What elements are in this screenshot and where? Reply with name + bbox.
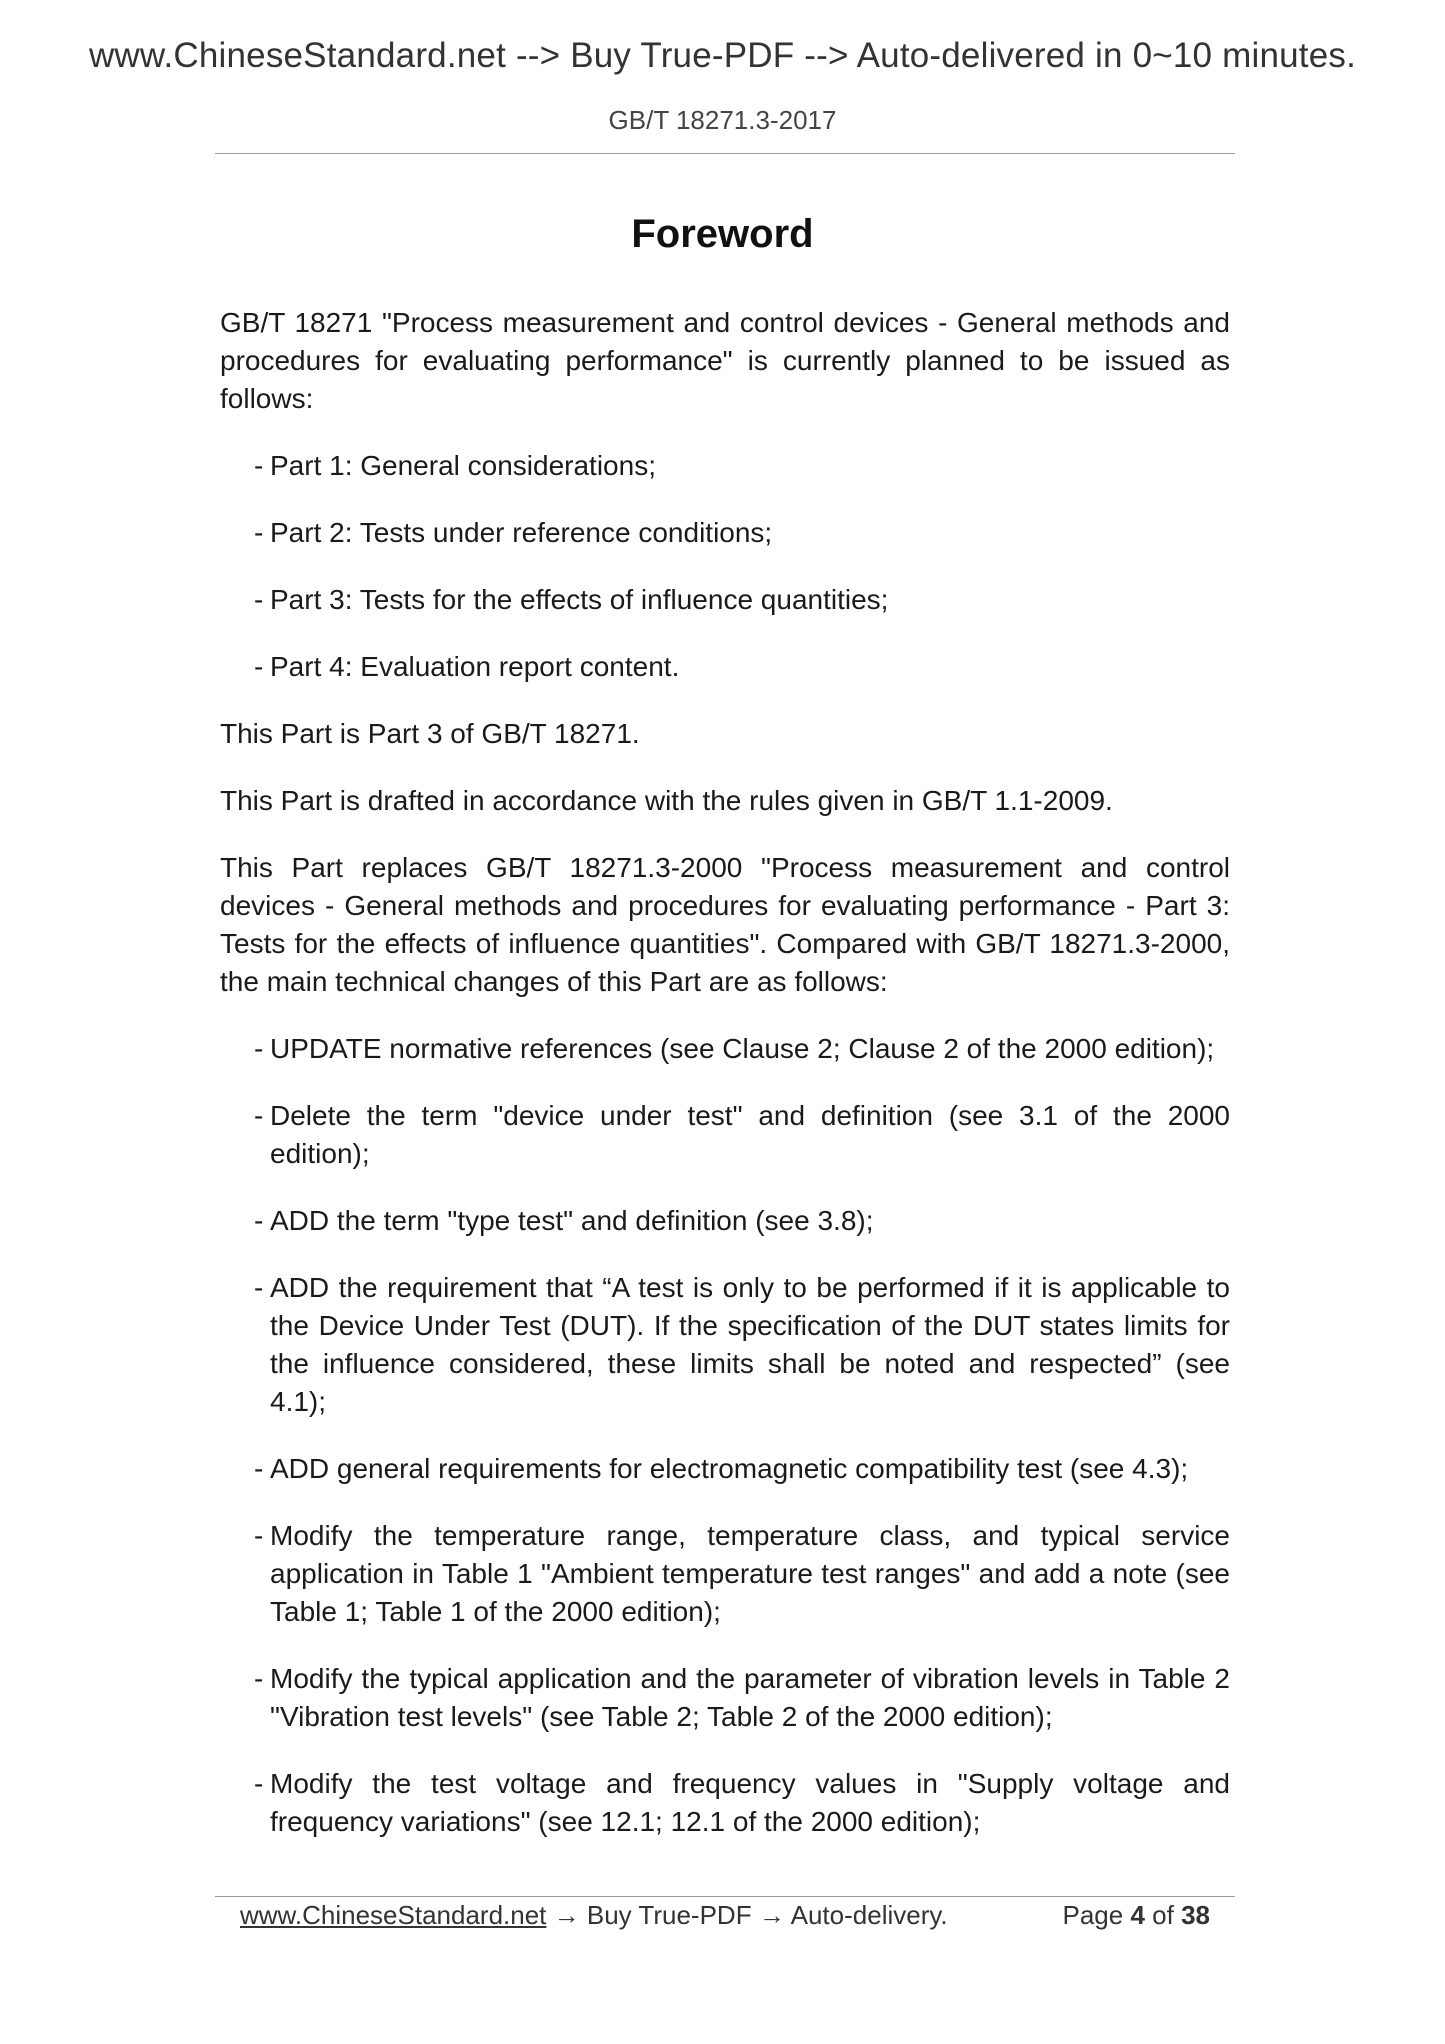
footer-promo bbox=[240, 1900, 948, 1931]
list-dash: - bbox=[254, 1100, 264, 1131]
list-item bbox=[220, 1202, 1230, 1240]
page-indicator bbox=[1062, 1900, 1210, 1931]
list-dash: - bbox=[254, 1768, 264, 1799]
change-text: UPDATE normative references (see Clause 2; Clause 2 of the 2000 edition); bbox=[270, 1033, 1215, 1064]
of-label: of bbox=[1152, 1900, 1174, 1930]
list-item bbox=[220, 648, 1230, 686]
list-item bbox=[220, 514, 1230, 552]
part-text: Part 4: Evaluation report content. bbox=[270, 651, 680, 682]
list-dash: - bbox=[254, 1663, 264, 1694]
site-link[interactable]: www.ChineseStandard.net bbox=[240, 1900, 547, 1930]
list-dash: - bbox=[254, 1033, 264, 1064]
header-divider bbox=[215, 153, 1235, 154]
part-text: Part 3: Tests for the effects of influence quantities; bbox=[270, 584, 889, 615]
list-dash: - bbox=[254, 1205, 264, 1236]
list-item bbox=[220, 1030, 1244, 1068]
change-text: Modify the test voltage and frequency values in "Supply voltage and frequency variations" (see 12.1; 12.1 of the 2000 edition); bbox=[270, 1768, 1230, 1837]
list-item bbox=[220, 1097, 1230, 1173]
page-number: 4 bbox=[1130, 1900, 1145, 1930]
list-item bbox=[220, 1269, 1230, 1421]
intro-paragraph: GB/T 18271 "Process measurement and control devices - General methods and procedures for evaluating performance" is currently planned to be issued as follows: bbox=[220, 307, 1230, 414]
document-code: GB/T 18271.3-2017 bbox=[608, 105, 837, 135]
change-text: ADD general requirements for electromagnetic compatibility test (see 4.3); bbox=[270, 1453, 1189, 1484]
changes-list bbox=[220, 1030, 1230, 1841]
delivery-text: Auto-delivery. bbox=[790, 1900, 948, 1930]
page-title: Foreword bbox=[631, 212, 814, 256]
page-total: 38 bbox=[1181, 1900, 1210, 1930]
part-statement: This Part is Part 3 of GB/T 18271. bbox=[220, 718, 640, 749]
drafting-statement: This Part is drafted in accordance with the rules given in GB/T 1.1-2009. bbox=[220, 785, 1113, 816]
page-label: Page bbox=[1062, 1900, 1124, 1930]
change-text: ADD the term "type test" and definition (see 3.8); bbox=[270, 1205, 874, 1236]
replacement-statement: This Part replaces GB/T 18271.3-2000 "Process measurement and control devices - General methods and procedures for evaluating performance - Part 3: Tests for the effects of influence quantities". Compared with GB/T 18271.3-2000, the main technical changes of this Part are as follows: bbox=[220, 852, 1230, 997]
buy-text: Buy True-PDF bbox=[586, 1900, 752, 1930]
list-dash: - bbox=[254, 584, 264, 615]
list-dash: - bbox=[254, 517, 264, 548]
list-dash: - bbox=[254, 1272, 264, 1303]
part-text: Part 1: General considerations; bbox=[270, 450, 656, 481]
page-footer bbox=[240, 1900, 1210, 1931]
arrow-icon: → bbox=[758, 1900, 785, 1930]
list-item bbox=[220, 1517, 1230, 1631]
foreword-body bbox=[220, 304, 1230, 1870]
parts-list bbox=[220, 447, 1230, 686]
footer-divider bbox=[215, 1896, 1235, 1897]
list-item bbox=[220, 1765, 1230, 1841]
change-text: Delete the term "device under test" and definition (see 3.1 of the 2000 edition); bbox=[270, 1100, 1230, 1169]
list-dash: - bbox=[254, 1453, 264, 1484]
part-text: Part 2: Tests under reference conditions; bbox=[270, 517, 773, 548]
list-dash: - bbox=[254, 651, 264, 682]
change-text: Modify the typical application and the parameter of vibration levels in Table 2 "Vibration test levels" (see Table 2; Table 2 of the 2000 edition); bbox=[270, 1663, 1230, 1732]
change-text: ADD the requirement that “A test is only to be performed if it is applicable to the Device Under Test (DUT). If the specification of the DUT states limits for the influence considered, these limits shall be noted and respected” (see 4.1); bbox=[270, 1272, 1230, 1417]
list-item bbox=[220, 1660, 1230, 1736]
top-banner: www.ChineseStandard.net --> Buy True-PDF --> Auto-delivered in 0~10 minutes. bbox=[88, 36, 1357, 75]
list-dash: - bbox=[254, 1520, 264, 1551]
list-item bbox=[220, 581, 1230, 619]
list-dash: - bbox=[254, 450, 264, 481]
list-item bbox=[220, 447, 1230, 485]
arrow-icon: → bbox=[553, 1900, 580, 1930]
change-text: Modify the temperature range, temperature class, and typical service application in Table 1 "Ambient temperature test ranges" and add a note (see Table 1; Table 1 of the 2000 edition); bbox=[270, 1520, 1230, 1627]
list-item bbox=[220, 1450, 1230, 1488]
